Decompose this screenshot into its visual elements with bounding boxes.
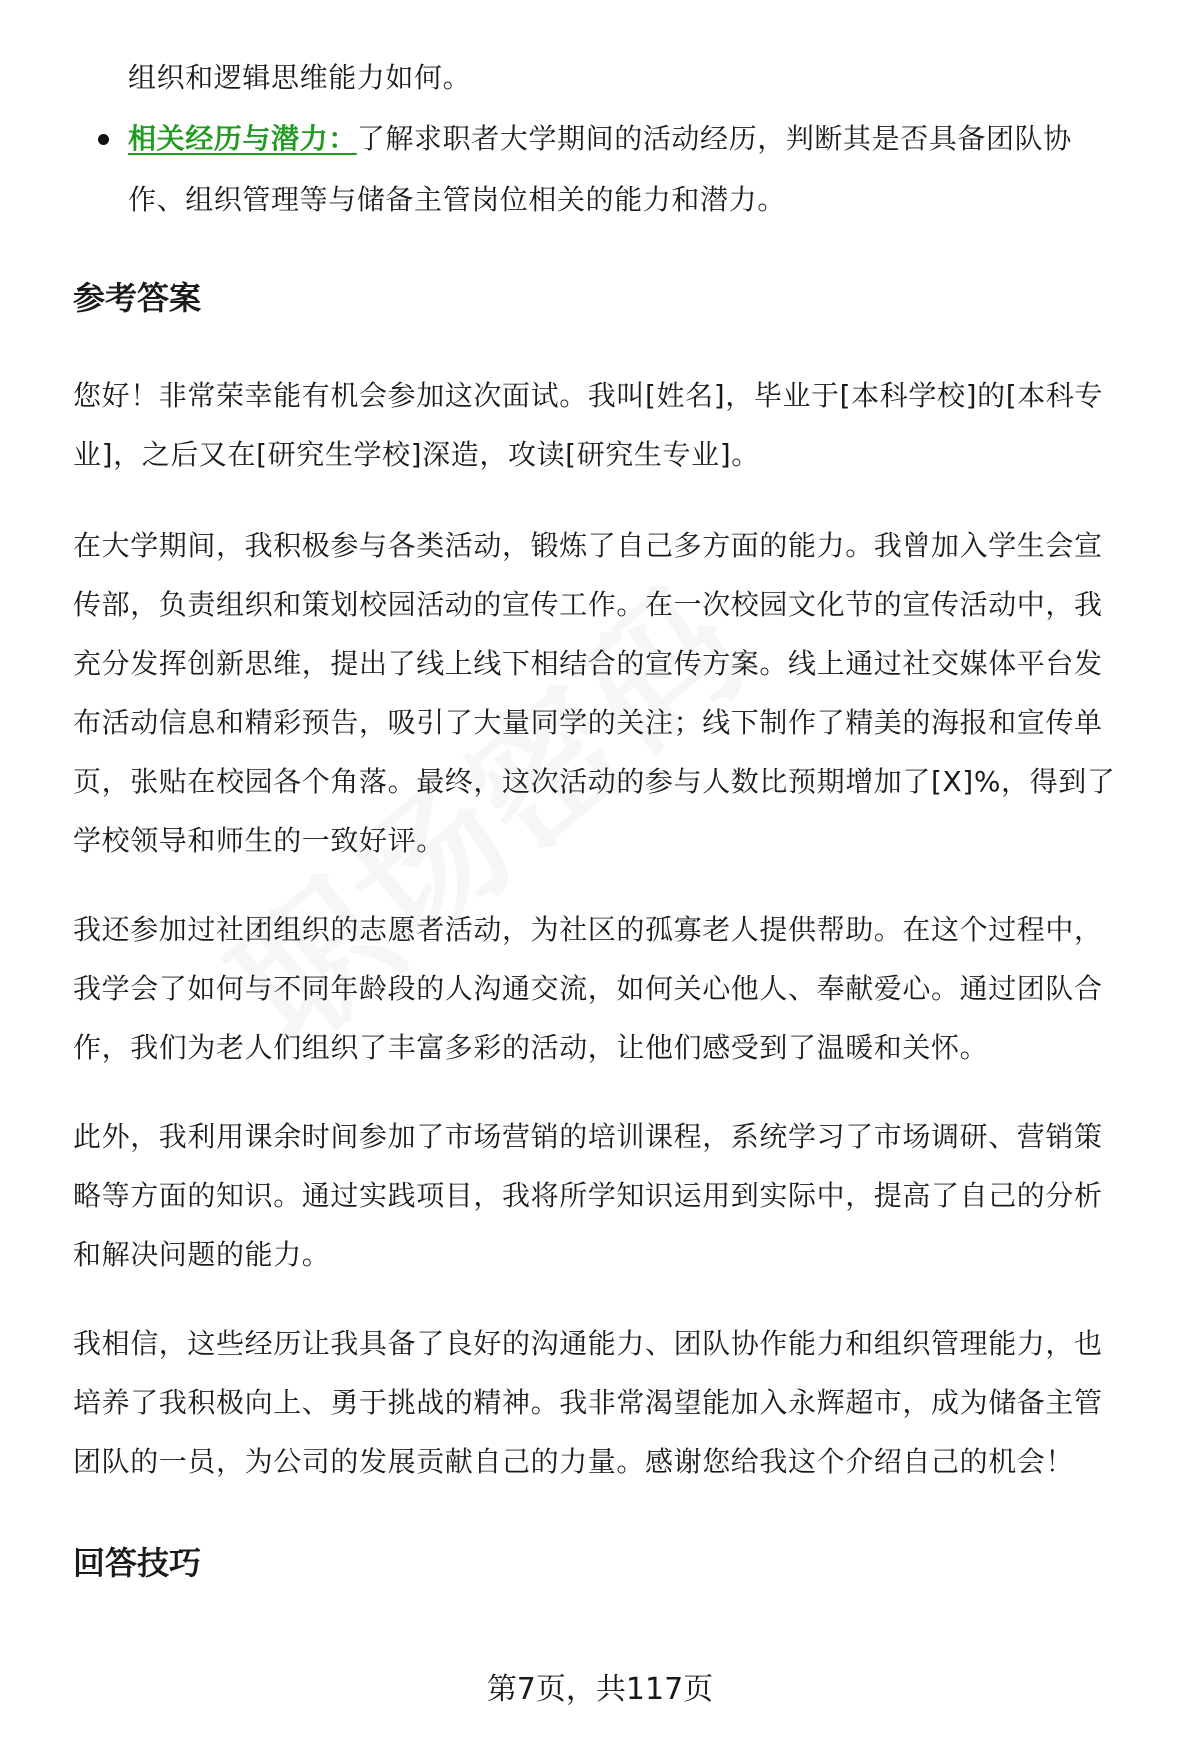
paragraph-line: 您好！非常荣幸能有机会参加这次面试。我叫[姓名]，毕业于[本科学校]的[本科专 [73, 379, 1104, 412]
paragraph-line: 此外，我利用课余时间参加了市场营销的培训课程，系统学习了市场调研、营销策 [73, 1120, 1103, 1153]
paragraph-line: 作，我们为老人们组织了丰富多彩的活动，让他们感受到了温暖和关怀。 [73, 1031, 989, 1064]
bullet-text-cont: 作、组织管理等与储备主管岗位相关的能力和潜力。 [128, 183, 786, 216]
paragraph-line: 和解决问题的能力。 [73, 1238, 331, 1271]
paragraph-line: 布活动信息和精彩预告，吸引了大量同学的关注；线下制作了精美的海报和宣传单 [73, 706, 1103, 739]
paragraph-line: 我还参加过社团组织的志愿者活动，为社区的孤寡老人提供帮助。在这个过程中， [73, 913, 1103, 946]
tips-heading: 回答技巧 [73, 1544, 202, 1582]
paragraph-line: 略等方面的知识。通过实践项目，我将所学知识运用到实际中，提高了自己的分析 [73, 1179, 1103, 1212]
paragraph-line: 业]，之后又在[研究生学校]深造，攻读[研究生专业]。 [73, 438, 760, 471]
intro-line: 组织和逻辑思维能力如何。 [128, 61, 472, 94]
paragraph-line: 我相信，这些经历让我具备了良好的沟通能力、团队协作能力和组织管理能力，也 [73, 1327, 1103, 1360]
answer-heading: 参考答案 [73, 279, 202, 317]
paragraph-line: 培养了我积极向上、勇于挑战的精神。我非常渴望能加入永辉超市，成为储备主管 [73, 1386, 1103, 1419]
paragraph-line: 传部，负责组织和策划校园活动的宣传工作。在一次校园文化节的宣传活动中，我 [73, 588, 1103, 621]
bullet-icon [98, 134, 109, 145]
bullet-text: 了解求职者大学期间的活动经历，判断其是否具备团队协 [356, 122, 1072, 155]
paragraph-line: 在大学期间，我积极参与各类活动，锻炼了自己多方面的能力。我曾加入学生会宣 [73, 529, 1103, 562]
keyword-label: 相关经历与潜力： [128, 122, 357, 155]
paragraph-line: 我学会了如何与不同年龄段的人沟通交流，如何关心他人、奉献爱心。通过团队合 [73, 972, 1103, 1005]
page-number: 第7页，共117页 [486, 1672, 714, 1707]
paragraph-line: 团队的一员，为公司的发展贡献自己的力量。感谢您给我这个介绍自己的机会！ [73, 1445, 1075, 1478]
paragraph-line: 充分发挥创新思维，提出了线上线下相结合的宣传方案。线上通过社交媒体平台发 [73, 647, 1103, 680]
bullet-item [128, 119, 1072, 159]
paragraph-line: 学校领导和师生的一致好评。 [73, 824, 445, 857]
paragraph-line: 页，张贴在校园各个角落。最终，这次活动的参与人数比预期增加了[X]%，得到了 [73, 765, 1116, 798]
